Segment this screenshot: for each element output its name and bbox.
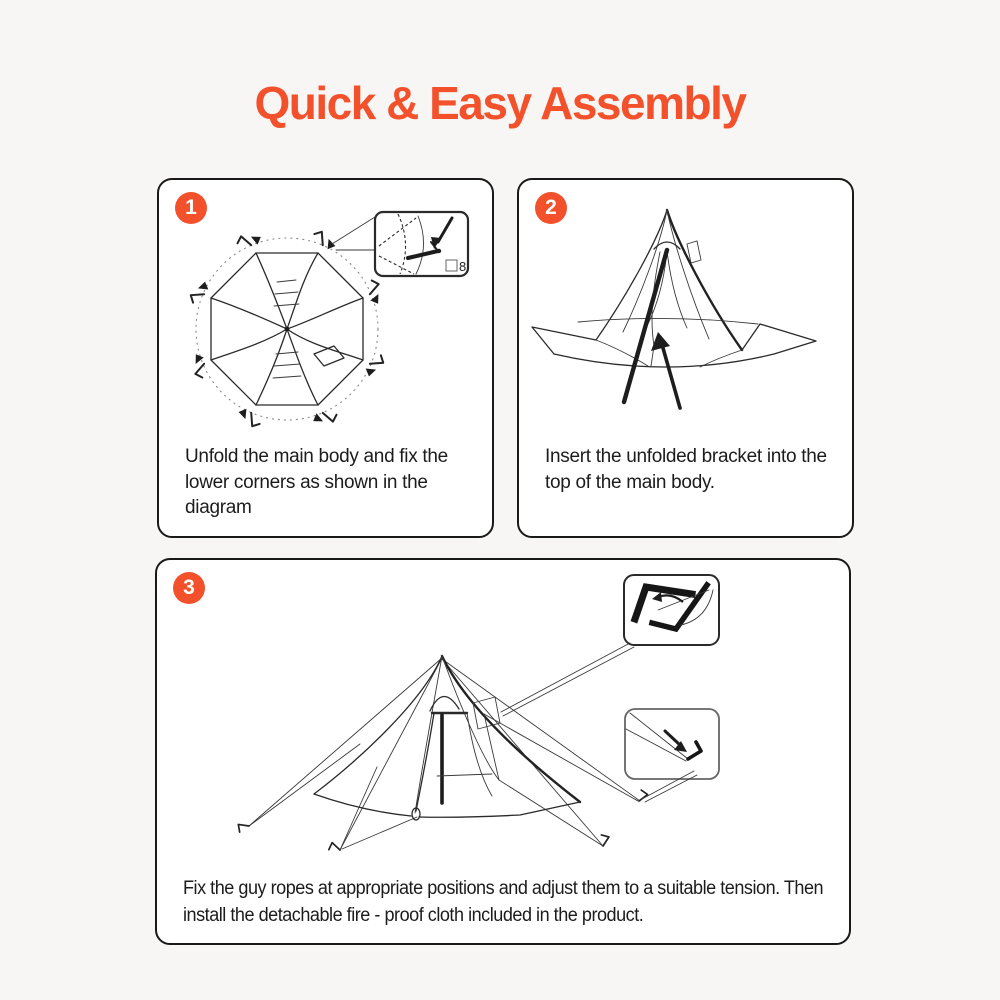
step-1-number: 1: [185, 196, 197, 219]
step-3-diagram: [160, 563, 850, 873]
pitched-tent-guy-ropes-diagram: [160, 563, 850, 873]
step-1-diagram: [162, 204, 490, 444]
step-2-text: Insert the unfolded bracket into the top of the main body.: [545, 446, 827, 493]
step-1-text: Unfold the main body and fix the lower corners as shown in the diagram: [185, 446, 448, 519]
step-1-panel: [157, 178, 494, 538]
page-title: Quick & Easy Assembly: [254, 77, 746, 129]
step-3-number: 3: [183, 576, 195, 599]
step-2-number: 2: [545, 196, 557, 219]
step-2-diagram: [522, 204, 850, 444]
stake-count-label: 8: [459, 259, 467, 274]
bracket-insert-diagram: [522, 204, 850, 444]
unfolded-main-body-diagram: [162, 204, 490, 444]
step-3-text: Fix the guy ropes at appropriate positions and adjust them to a suitable tension. Then install the detachable fire - proof cloth included in the product.: [183, 878, 824, 926]
step-3-panel: [155, 558, 851, 945]
step-2-panel: [517, 178, 854, 538]
